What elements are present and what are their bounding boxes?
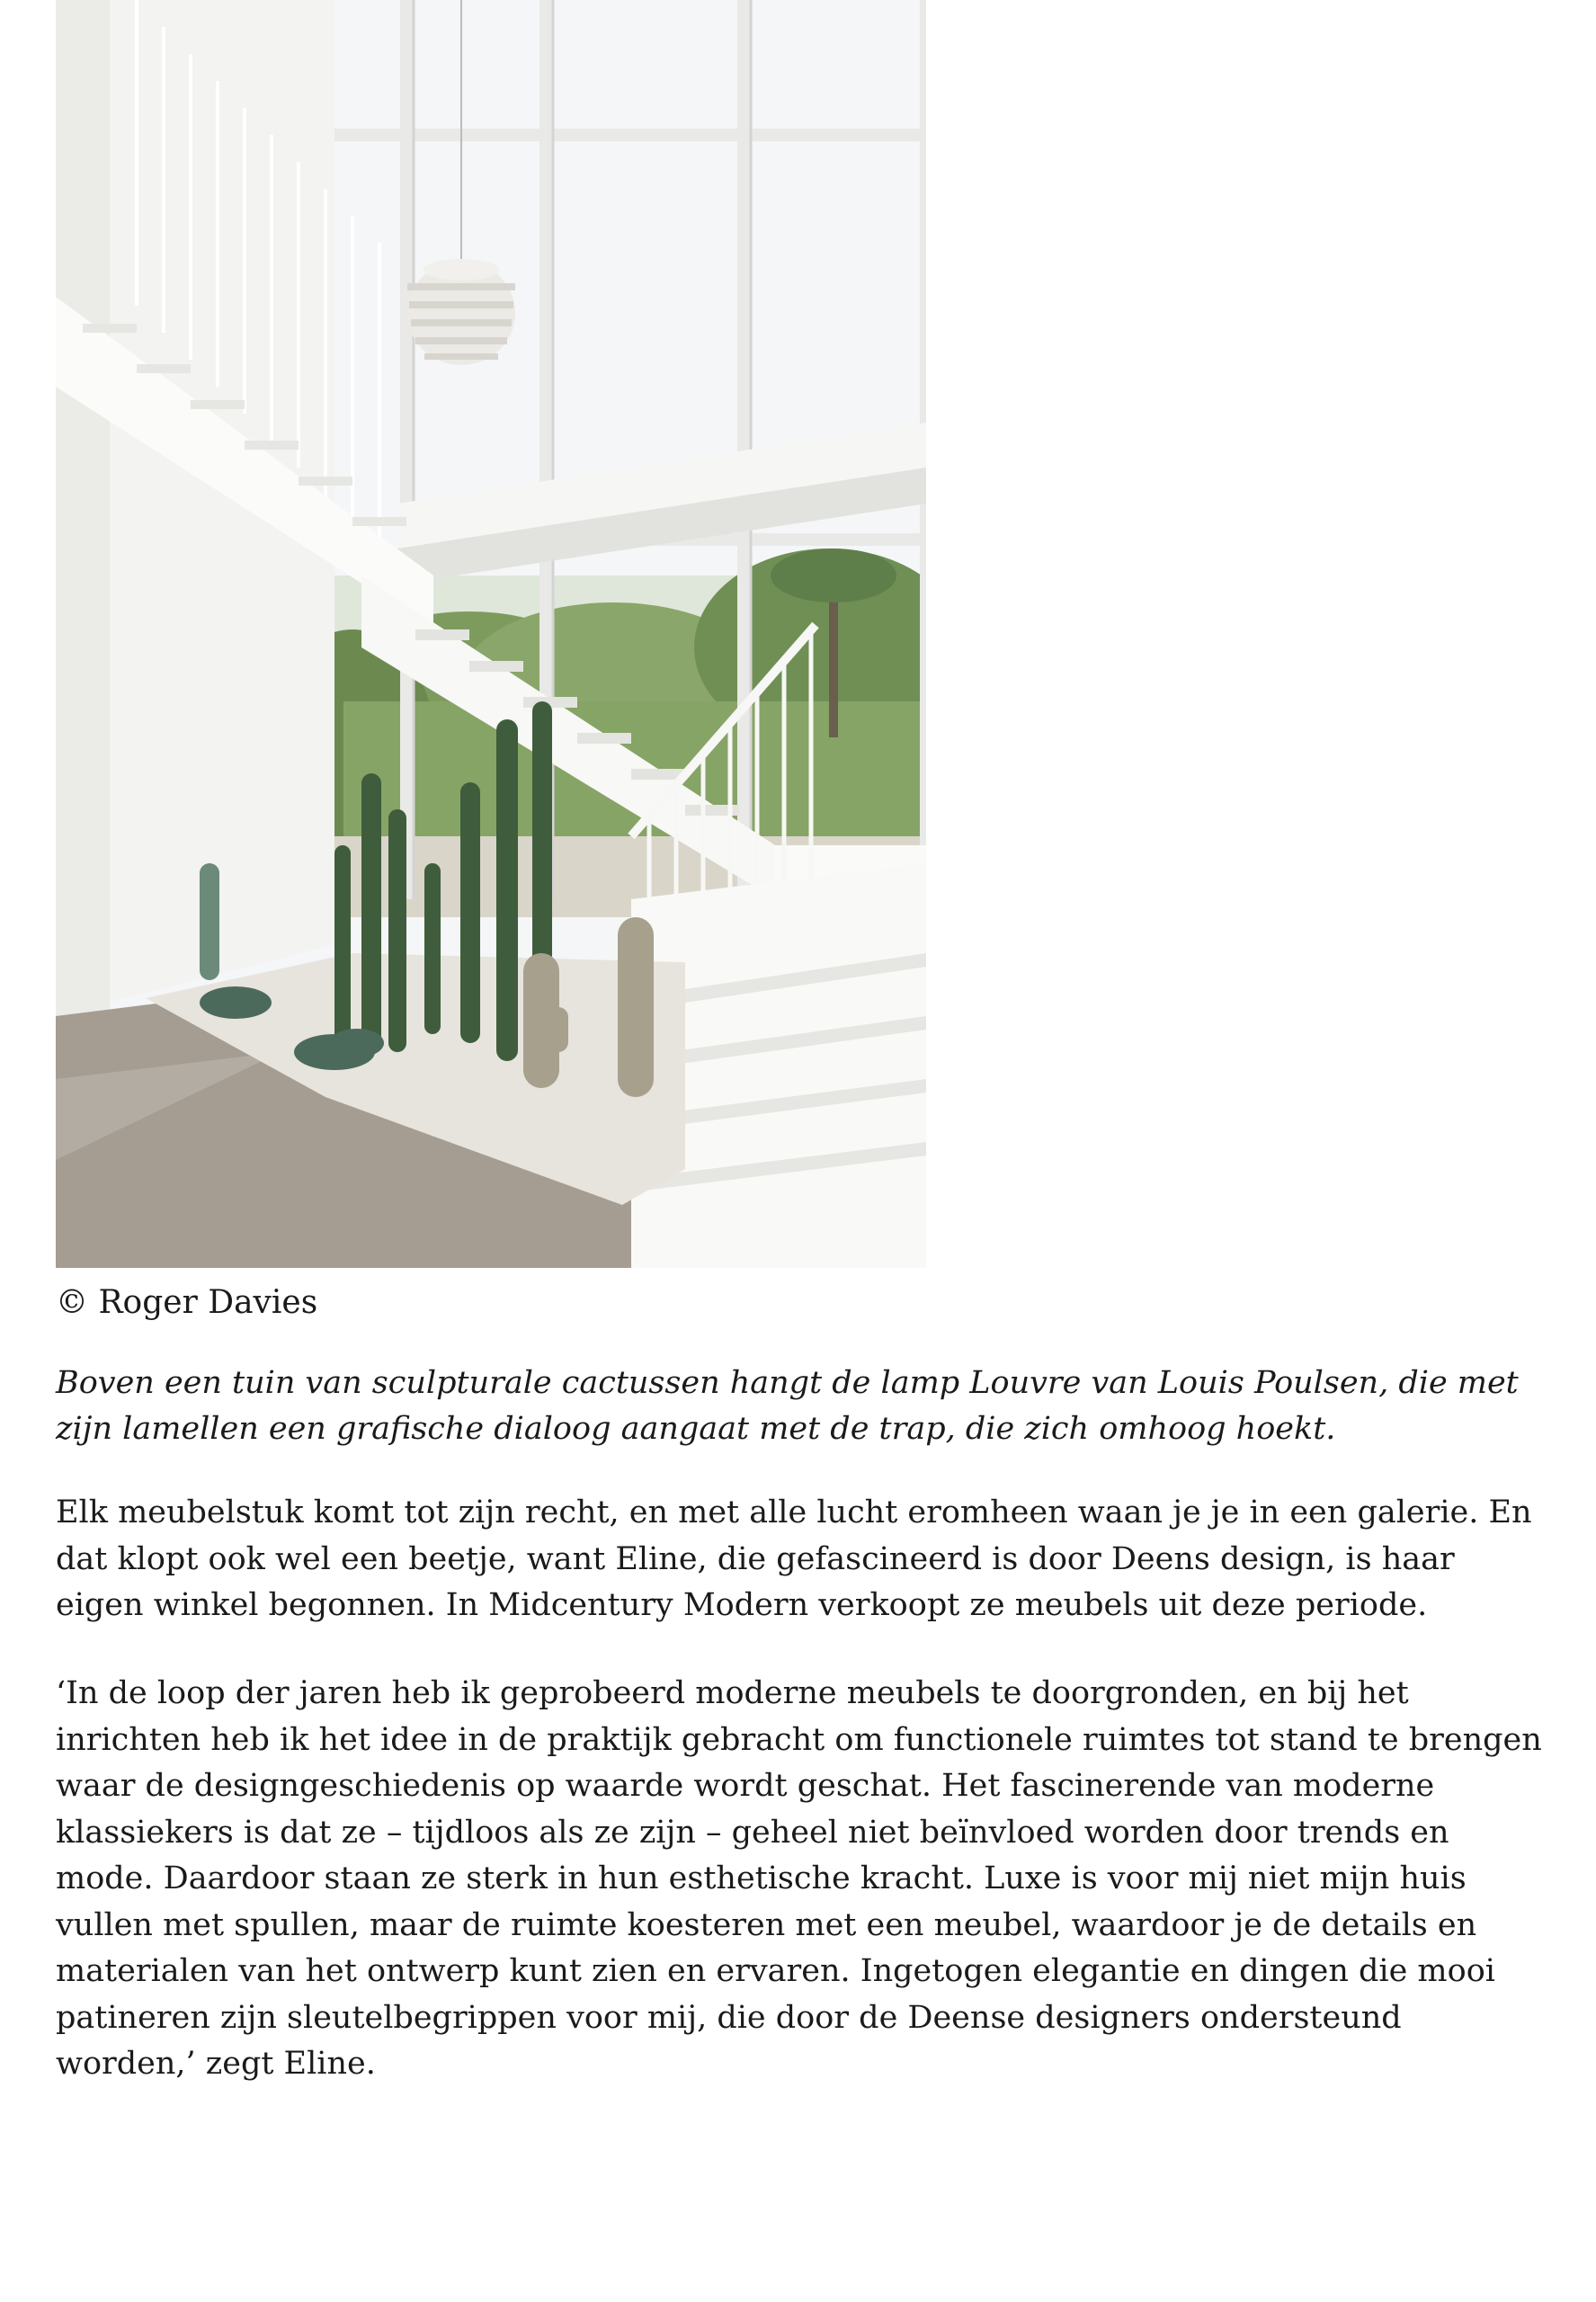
photo-credit: © Roger Davies [56, 1284, 318, 1321]
article-photo [56, 0, 926, 1268]
body-paragraph-1: Elk meubelstuk komt tot zijn recht, en met alle lucht eromheen waan je je in een galerie. En dat klopt ook wel een beetje, want Eline, die gefascineerd is door Deens design, is haar eigen winkel begonnen. In Midcentury Modern verkoopt ze meubels uit deze periode. [56, 1495, 1532, 1623]
photo-caption: Boven een tuin van sculpturale cactussen hangt de lamp Louvre van Louis Poulsen, die met zijn lamellen een grafische dialoog aangaat met de trap, die zich omhoog hoekt. [56, 1365, 1519, 1447]
body-paragraph-2: ‘In de loop der jaren heb ik geprobeerd moderne meubels te doorgronden, en bij het inrichten heb ik het idee in de praktijk gebracht om functionele ruimtes tot stand te brengen waar de designgeschiedenis op waarde wordt geschat. Het fascinerende van moderne klassiekers is dat ze – tijdloos als ze zijn – geheel niet beïnvloed worden door trends en mode. Daardoor staan ze sterk in hun esthetische kracht. Luxe is voor mij niet mijn huis vullen met spullen, maar de ruimte koesteren met een meubel, waardoor je de details en materialen van het ontwerp kunt zien en ervaren. Ingetogen elegantie en dingen die mooi patineren zijn sleutelbegrippen voor mij, die door de Deense designers ondersteund worden,’ zegt Eline. [56, 1675, 1542, 2082]
